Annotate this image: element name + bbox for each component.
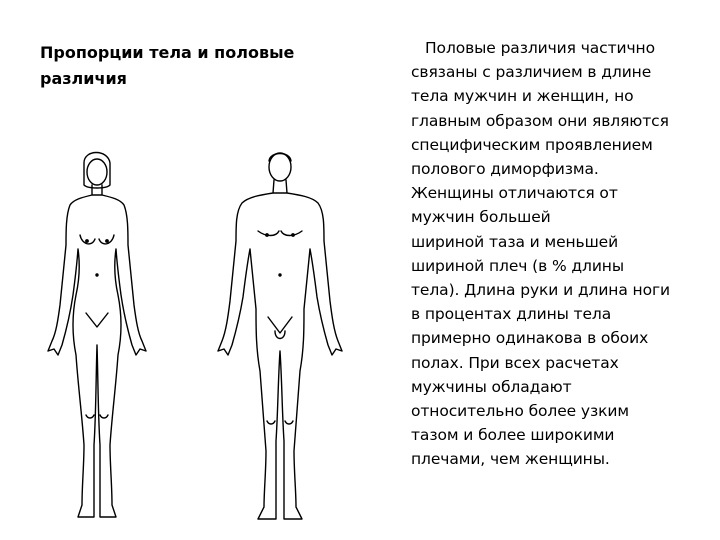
slide-title: Пропорции тела и половые различия [40,43,295,88]
text-line: примерно одинакова в обоих [411,329,649,348]
text-line: Женщины отличаются от [411,184,618,203]
text-line: шириной таза и меньшей [411,232,619,251]
female-figure [48,153,146,518]
text-line: специфическим проявлением [411,135,653,154]
body-figures-illustration [40,145,400,540]
text-line: тазом и более широкими [411,426,615,445]
text-line: полового диморфизма. [411,160,599,179]
text-line: связаны с различием в длине [411,63,652,82]
description-text [411,36,701,472]
male-figure [218,153,342,519]
text-line: шириной плеч (в % длины [411,256,624,275]
text-line: мужчин большей [411,208,551,227]
text-line: относительно более узким [411,402,629,421]
text-line: полах. При всех расчетах [411,353,619,372]
text-line: тела). Длина руки и длина ноги [411,281,670,300]
text-line: тела мужчин и женщин, но [411,87,634,106]
text-line: главным образом они являются [411,111,669,130]
text-line: плечами, чем женщины. [411,450,610,469]
text-line: Половые различия частично [425,39,655,57]
text-line: мужчины обладают [411,377,572,396]
text-line: в процентах длины тела [411,305,612,324]
